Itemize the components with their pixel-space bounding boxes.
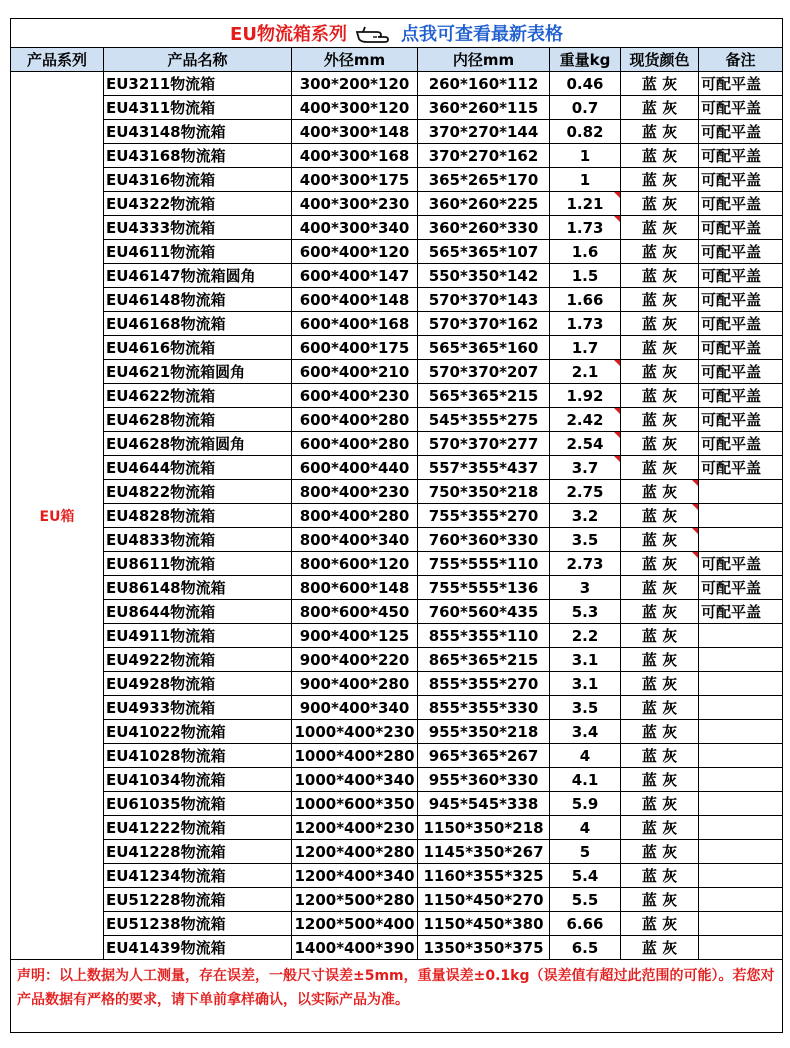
- product-name-cell: EU4628物流箱圆角: [104, 432, 292, 456]
- note-cell: 可配平盖: [699, 576, 783, 600]
- note-cell: [699, 720, 783, 744]
- color-cell: 蓝 灰: [621, 744, 699, 768]
- product-spec-sheet: [10, 18, 782, 1033]
- inner-size-cell: 755*555*110: [418, 552, 550, 576]
- note-cell: [699, 816, 783, 840]
- inner-size-cell: 360*260*330: [418, 216, 550, 240]
- product-name-cell: EU43148物流箱: [104, 120, 292, 144]
- inner-size-cell: 1350*350*375: [418, 936, 550, 960]
- outer-size-cell: 600*400*280: [292, 432, 418, 456]
- product-name-cell: EU41028物流箱: [104, 744, 292, 768]
- inner-size-cell: 750*350*218: [418, 480, 550, 504]
- outer-size-cell: 600*400*148: [292, 288, 418, 312]
- outer-size-cell: 600*400*175: [292, 336, 418, 360]
- outer-size-cell: 800*600*120: [292, 552, 418, 576]
- weight-cell: 5.4: [550, 864, 621, 888]
- color-cell: 蓝 灰: [621, 528, 699, 552]
- product-name-cell: EU86148物流箱: [104, 576, 292, 600]
- inner-size-cell: 260*160*112: [418, 72, 550, 96]
- table-row: [11, 576, 783, 600]
- inner-size-cell: 865*365*215: [418, 648, 550, 672]
- outer-size-cell: 600*400*210: [292, 360, 418, 384]
- weight-cell: 5.5: [550, 888, 621, 912]
- inner-size-cell: 360*260*225: [418, 192, 550, 216]
- table-row: [11, 144, 783, 168]
- product-name-cell: EU4611物流箱: [104, 240, 292, 264]
- table-row: [11, 240, 783, 264]
- color-cell: 蓝 灰: [621, 552, 699, 576]
- color-cell: 蓝 灰: [621, 768, 699, 792]
- note-cell: 可配平盖: [699, 600, 783, 624]
- color-cell: 蓝 灰: [621, 288, 699, 312]
- table-row: [11, 168, 783, 192]
- product-name-cell: EU8611物流箱: [104, 552, 292, 576]
- outer-size-cell: 600*400*440: [292, 456, 418, 480]
- outer-size-cell: 300*200*120: [292, 72, 418, 96]
- weight-cell: 1.6: [550, 240, 621, 264]
- product-name-cell: EU61035物流箱: [104, 792, 292, 816]
- color-cell: 蓝 灰: [621, 96, 699, 120]
- color-cell: 蓝 灰: [621, 792, 699, 816]
- note-cell: [699, 792, 783, 816]
- note-cell: [699, 768, 783, 792]
- note-cell: [699, 696, 783, 720]
- weight-cell: 2.75: [550, 480, 621, 504]
- color-cell: 蓝 灰: [621, 600, 699, 624]
- table-row: [11, 264, 783, 288]
- color-cell: 蓝 灰: [621, 456, 699, 480]
- color-cell: 蓝 灰: [621, 480, 699, 504]
- outer-size-cell: 1400*400*390: [292, 936, 418, 960]
- note-cell: [699, 624, 783, 648]
- outer-size-cell: 600*400*147: [292, 264, 418, 288]
- weight-cell: 1: [550, 168, 621, 192]
- note-cell: 可配平盖: [699, 264, 783, 288]
- inner-size-cell: 755*555*136: [418, 576, 550, 600]
- outer-size-cell: 600*400*280: [292, 408, 418, 432]
- outer-size-cell: 1200*400*280: [292, 840, 418, 864]
- color-cell: 蓝 灰: [621, 840, 699, 864]
- outer-size-cell: 400*300*175: [292, 168, 418, 192]
- table-row: [11, 768, 783, 792]
- table-row: [11, 552, 783, 576]
- product-name-cell: EU43168物流箱: [104, 144, 292, 168]
- color-cell: 蓝 灰: [621, 168, 699, 192]
- color-cell: 蓝 灰: [621, 336, 699, 360]
- table-row: [11, 288, 783, 312]
- outer-size-cell: 1000*400*230: [292, 720, 418, 744]
- note-cell: [699, 480, 783, 504]
- weight-cell: 3.1: [550, 648, 621, 672]
- note-cell: 可配平盖: [699, 120, 783, 144]
- header-name: 产品名称: [104, 48, 292, 72]
- outer-size-cell: 1200*400*230: [292, 816, 418, 840]
- weight-cell: 3.5: [550, 696, 621, 720]
- note-cell: 可配平盖: [699, 312, 783, 336]
- inner-size-cell: 1160*355*325: [418, 864, 550, 888]
- inner-size-cell: 570*370*162: [418, 312, 550, 336]
- inner-size-cell: 1150*450*380: [418, 912, 550, 936]
- color-cell: 蓝 灰: [621, 816, 699, 840]
- inner-size-cell: 955*360*330: [418, 768, 550, 792]
- outer-size-cell: 900*400*125: [292, 624, 418, 648]
- inner-size-cell: 570*370*277: [418, 432, 550, 456]
- color-cell: 蓝 灰: [621, 360, 699, 384]
- weight-cell: 1: [550, 144, 621, 168]
- inner-size-cell: 945*545*338: [418, 792, 550, 816]
- inner-size-cell: 570*370*143: [418, 288, 550, 312]
- inner-size-cell: 370*270*144: [418, 120, 550, 144]
- note-cell: 可配平盖: [699, 144, 783, 168]
- inner-size-cell: 360*260*115: [418, 96, 550, 120]
- table-row: [11, 456, 783, 480]
- color-cell: 蓝 灰: [621, 720, 699, 744]
- product-name-cell: EU4628物流箱: [104, 408, 292, 432]
- color-cell: 蓝 灰: [621, 408, 699, 432]
- weight-cell: 1.73: [550, 216, 621, 240]
- product-name-cell: EU8644物流箱: [104, 600, 292, 624]
- weight-cell: 2.73: [550, 552, 621, 576]
- product-name-cell: EU51238物流箱: [104, 912, 292, 936]
- inner-size-cell: 855*355*270: [418, 672, 550, 696]
- table-row: [11, 864, 783, 888]
- header-row: [11, 48, 783, 72]
- inner-size-cell: 565*365*215: [418, 384, 550, 408]
- table-row: [11, 360, 783, 384]
- weight-cell: 1.7: [550, 336, 621, 360]
- inner-size-cell: 1145*350*267: [418, 840, 550, 864]
- inner-size-cell: 1150*450*270: [418, 888, 550, 912]
- product-name-cell: EU4322物流箱: [104, 192, 292, 216]
- note-cell: [699, 528, 783, 552]
- outer-size-cell: 400*300*230: [292, 192, 418, 216]
- product-name-cell: EU41034物流箱: [104, 768, 292, 792]
- weight-cell: 0.82: [550, 120, 621, 144]
- title-cell: [11, 19, 783, 48]
- product-name-cell: EU41439物流箱: [104, 936, 292, 960]
- product-name-cell: EU41222物流箱: [104, 816, 292, 840]
- header-series: 产品系列: [11, 48, 104, 72]
- outer-size-cell: 600*400*120: [292, 240, 418, 264]
- note-cell: 可配平盖: [699, 96, 783, 120]
- header-inner: 内径mm: [418, 48, 550, 72]
- weight-cell: 1.66: [550, 288, 621, 312]
- title-row: [11, 19, 783, 48]
- inner-size-cell: 370*270*162: [418, 144, 550, 168]
- table-row: [11, 648, 783, 672]
- product-name-cell: EU4644物流箱: [104, 456, 292, 480]
- table-row: [11, 192, 783, 216]
- weight-cell: 2.54: [550, 432, 621, 456]
- weight-cell: 3.5: [550, 528, 621, 552]
- note-cell: 可配平盖: [699, 240, 783, 264]
- color-cell: 蓝 灰: [621, 912, 699, 936]
- color-cell: 蓝 灰: [621, 384, 699, 408]
- weight-cell: 3.7: [550, 456, 621, 480]
- color-cell: 蓝 灰: [621, 504, 699, 528]
- spec-table: [10, 18, 783, 1033]
- note-cell: [699, 840, 783, 864]
- product-name-cell: EU46147物流箱圆角: [104, 264, 292, 288]
- outer-size-cell: 800*400*230: [292, 480, 418, 504]
- product-name-cell: EU4621物流箱圆角: [104, 360, 292, 384]
- inner-size-cell: 565*365*160: [418, 336, 550, 360]
- note-cell: 可配平盖: [699, 360, 783, 384]
- weight-cell: 0.46: [550, 72, 621, 96]
- product-name-cell: EU4833物流箱: [104, 528, 292, 552]
- note-cell: 可配平盖: [699, 192, 783, 216]
- inner-size-cell: 557*355*437: [418, 456, 550, 480]
- product-name-cell: EU4333物流箱: [104, 216, 292, 240]
- note-cell: 可配平盖: [699, 456, 783, 480]
- outer-size-cell: 400*300*148: [292, 120, 418, 144]
- color-cell: 蓝 灰: [621, 312, 699, 336]
- note-cell: 可配平盖: [699, 288, 783, 312]
- outer-size-cell: 400*300*340: [292, 216, 418, 240]
- product-name-cell: EU51228物流箱: [104, 888, 292, 912]
- outer-size-cell: 900*400*340: [292, 696, 418, 720]
- product-name-cell: EU4311物流箱: [104, 96, 292, 120]
- product-name-cell: EU4933物流箱: [104, 696, 292, 720]
- table-row: [11, 672, 783, 696]
- weight-cell: 4: [550, 816, 621, 840]
- outer-size-cell: 1200*400*340: [292, 864, 418, 888]
- inner-size-cell: 545*355*275: [418, 408, 550, 432]
- pointing-hand-icon: [355, 24, 395, 46]
- weight-cell: 3.1: [550, 672, 621, 696]
- outer-size-cell: 1200*500*400: [292, 912, 418, 936]
- inner-size-cell: 755*355*270: [418, 504, 550, 528]
- header-note: 备注: [699, 48, 783, 72]
- color-cell: 蓝 灰: [621, 216, 699, 240]
- weight-cell: 5.3: [550, 600, 621, 624]
- weight-cell: 2.42: [550, 408, 621, 432]
- weight-cell: 6.66: [550, 912, 621, 936]
- inner-size-cell: 760*360*330: [418, 528, 550, 552]
- disclaimer-text: 声明：以上数据为人工测量，存在误差，一般尺寸误差±5mm，重量误差±0.1kg（误差值有超过此范围的可能）。若您对产品数据有严格的要求，请下单前拿样确认，以实际产品为准。: [11, 960, 783, 1033]
- series-cell: EU箱: [11, 72, 104, 960]
- table-row: [11, 432, 783, 456]
- weight-cell: 2.2: [550, 624, 621, 648]
- weight-cell: 3.4: [550, 720, 621, 744]
- table-row: [11, 840, 783, 864]
- note-cell: 可配平盖: [699, 336, 783, 360]
- product-name-cell: EU46148物流箱: [104, 288, 292, 312]
- outer-size-cell: 800*600*148: [292, 576, 418, 600]
- color-cell: 蓝 灰: [621, 648, 699, 672]
- note-cell: [699, 864, 783, 888]
- color-cell: 蓝 灰: [621, 624, 699, 648]
- color-cell: 蓝 灰: [621, 864, 699, 888]
- product-name-cell: EU41022物流箱: [104, 720, 292, 744]
- header-weight: 重量kg: [550, 48, 621, 72]
- product-name-cell: EU4922物流箱: [104, 648, 292, 672]
- inner-size-cell: 570*370*207: [418, 360, 550, 384]
- inner-size-cell: 565*365*107: [418, 240, 550, 264]
- table-row: [11, 96, 783, 120]
- outer-size-cell: 1000*400*340: [292, 768, 418, 792]
- note-cell: [699, 744, 783, 768]
- table-row: [11, 120, 783, 144]
- footer-row: [11, 960, 783, 1033]
- note-cell: 可配平盖: [699, 408, 783, 432]
- note-cell: [699, 912, 783, 936]
- outer-size-cell: 1000*600*350: [292, 792, 418, 816]
- weight-cell: 4: [550, 744, 621, 768]
- table-row: [11, 744, 783, 768]
- product-name-cell: EU41228物流箱: [104, 840, 292, 864]
- inner-size-cell: 955*350*218: [418, 720, 550, 744]
- note-cell: [699, 888, 783, 912]
- outer-size-cell: 1200*500*280: [292, 888, 418, 912]
- color-cell: 蓝 灰: [621, 432, 699, 456]
- color-cell: 蓝 灰: [621, 936, 699, 960]
- table-row: [11, 312, 783, 336]
- product-name-cell: EU4928物流箱: [104, 672, 292, 696]
- color-cell: 蓝 灰: [621, 264, 699, 288]
- inner-size-cell: 855*355*110: [418, 624, 550, 648]
- color-cell: 蓝 灰: [621, 672, 699, 696]
- product-name-cell: EU4616物流箱: [104, 336, 292, 360]
- table-row: [11, 912, 783, 936]
- table-row: [11, 936, 783, 960]
- weight-cell: 1.73: [550, 312, 621, 336]
- table-row: [11, 72, 783, 96]
- outer-size-cell: 600*400*230: [292, 384, 418, 408]
- color-cell: 蓝 灰: [621, 72, 699, 96]
- product-name-cell: EU4822物流箱: [104, 480, 292, 504]
- weight-cell: 5.9: [550, 792, 621, 816]
- color-cell: 蓝 灰: [621, 576, 699, 600]
- color-cell: 蓝 灰: [621, 240, 699, 264]
- color-cell: 蓝 灰: [621, 144, 699, 168]
- note-cell: [699, 936, 783, 960]
- weight-cell: 5: [550, 840, 621, 864]
- color-cell: 蓝 灰: [621, 120, 699, 144]
- sheet-title: EU物流箱系列: [230, 23, 347, 45]
- color-cell: 蓝 灰: [621, 192, 699, 216]
- outer-size-cell: 400*300*120: [292, 96, 418, 120]
- note-cell: [699, 672, 783, 696]
- weight-cell: 1.92: [550, 384, 621, 408]
- weight-cell: 6.5: [550, 936, 621, 960]
- product-name-cell: EU3211物流箱: [104, 72, 292, 96]
- table-row: [11, 384, 783, 408]
- header-outer: 外径mm: [292, 48, 418, 72]
- outer-size-cell: 900*400*280: [292, 672, 418, 696]
- inner-size-cell: 550*350*142: [418, 264, 550, 288]
- table-row: [11, 624, 783, 648]
- outer-size-cell: 800*400*280: [292, 504, 418, 528]
- outer-size-cell: 800*600*450: [292, 600, 418, 624]
- table-row: [11, 408, 783, 432]
- weight-cell: 2.1: [550, 360, 621, 384]
- table-row: [11, 504, 783, 528]
- note-cell: 可配平盖: [699, 216, 783, 240]
- inner-size-cell: 365*265*170: [418, 168, 550, 192]
- note-cell: [699, 648, 783, 672]
- table-row: [11, 336, 783, 360]
- table-row: [11, 816, 783, 840]
- weight-cell: 3.2: [550, 504, 621, 528]
- weight-cell: 1.5: [550, 264, 621, 288]
- outer-size-cell: 900*400*220: [292, 648, 418, 672]
- weight-cell: 3: [550, 576, 621, 600]
- note-cell: 可配平盖: [699, 552, 783, 576]
- header-color: 现货颜色: [621, 48, 699, 72]
- product-name-cell: EU41234物流箱: [104, 864, 292, 888]
- inner-size-cell: 760*560*435: [418, 600, 550, 624]
- table-row: [11, 528, 783, 552]
- inner-size-cell: 855*355*330: [418, 696, 550, 720]
- table-row: [11, 720, 783, 744]
- inner-size-cell: 965*365*267: [418, 744, 550, 768]
- product-name-cell: EU46168物流箱: [104, 312, 292, 336]
- outer-size-cell: 600*400*168: [292, 312, 418, 336]
- latest-table-link[interactable]: 点我可查看最新表格: [400, 23, 563, 45]
- table-row: [11, 792, 783, 816]
- product-name-cell: EU4828物流箱: [104, 504, 292, 528]
- weight-cell: 1.21: [550, 192, 621, 216]
- note-cell: 可配平盖: [699, 384, 783, 408]
- outer-size-cell: 1000*400*280: [292, 744, 418, 768]
- color-cell: 蓝 灰: [621, 888, 699, 912]
- product-name-cell: EU4316物流箱: [104, 168, 292, 192]
- table-row: [11, 480, 783, 504]
- table-row: [11, 888, 783, 912]
- color-cell: 蓝 灰: [621, 696, 699, 720]
- note-cell: 可配平盖: [699, 168, 783, 192]
- outer-size-cell: 800*400*340: [292, 528, 418, 552]
- table-row: [11, 696, 783, 720]
- table-row: [11, 216, 783, 240]
- note-cell: 可配平盖: [699, 432, 783, 456]
- product-name-cell: EU4911物流箱: [104, 624, 292, 648]
- inner-size-cell: 1150*350*218: [418, 816, 550, 840]
- note-cell: [699, 504, 783, 528]
- note-cell: 可配平盖: [699, 72, 783, 96]
- table-row: [11, 600, 783, 624]
- weight-cell: 0.7: [550, 96, 621, 120]
- weight-cell: 4.1: [550, 768, 621, 792]
- outer-size-cell: 400*300*168: [292, 144, 418, 168]
- product-name-cell: EU4622物流箱: [104, 384, 292, 408]
